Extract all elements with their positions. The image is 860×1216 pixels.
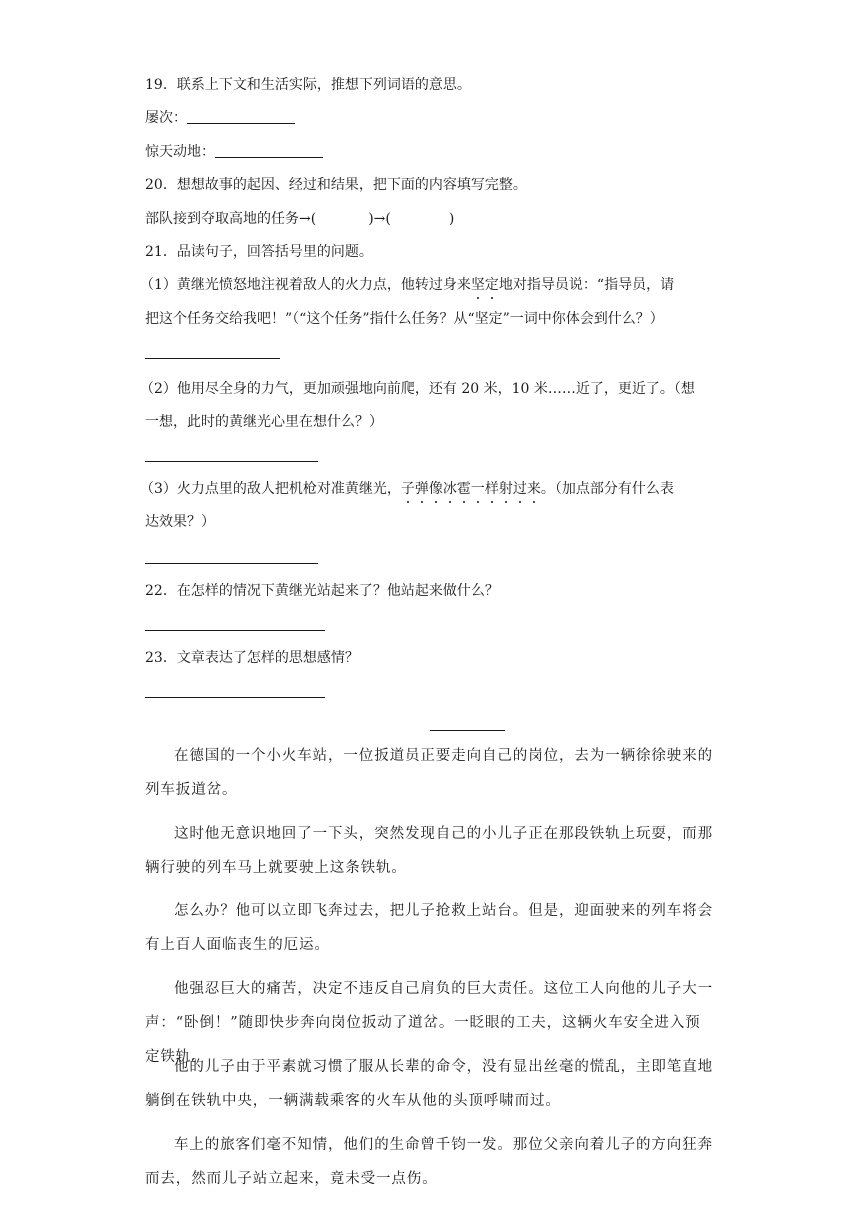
chain-end: ) <box>448 211 455 227</box>
passage-paragraph: 他强忍巨大的痛苦，决定不违反自己肩负的巨大责任。这位工人向他的儿子大一声：“卧倒！”随即快步奔向岗位扳动了道岔。一眨眼的工夫，这辆火车安全进入预定铁轨。 <box>145 981 713 1065</box>
emphasized-char: 雹 <box>456 481 471 497</box>
passage-paragraph: 怎么办？他可以立即飞奔过去，把儿子抢救上站台。但是，迎面驶来的列车将会有上百人面临丧生的厄运。 <box>145 903 713 953</box>
emphasized-char: 冰 <box>442 481 457 497</box>
q21-sentence-2-line-2: 一想，此时的黄继光心里在想什么？） <box>145 414 383 430</box>
sentence-text: 地对指导员说：“指导员，请 <box>498 277 675 293</box>
q23-prompt: 23．文章表达了怎样的思想感情？ <box>145 650 359 666</box>
emphasized-char: 来 <box>526 481 541 497</box>
answer-line[interactable] <box>145 358 280 359</box>
q20-chain <box>145 210 454 228</box>
answer-blank[interactable] <box>187 109 295 124</box>
q21-sentence-3-line-1 <box>140 480 674 498</box>
emphasized-char: 弹 <box>414 481 429 497</box>
q20-prompt: 20．想想故事的起因、经过和结果，把下面的内容填写完整。 <box>145 177 527 193</box>
emphasized-char: 像 <box>428 481 443 497</box>
answer-blank[interactable] <box>215 143 323 158</box>
emphasized-char: 一 <box>470 481 485 497</box>
passage-paragraph: 车上的旅客们毫不知情，他们的生命曾千钧一发。那位父亲向着儿子的方向狂奔而去，然而儿子站立起来，竟未受一点伤。 <box>145 1137 713 1187</box>
emphasized-char: 定 <box>484 277 499 293</box>
q19-term-1: 屡次： <box>145 110 187 126</box>
q21-sentence-3-line-2: 达效果？） <box>145 514 215 530</box>
sentence-text: 。（加点部分有什么表 <box>540 481 674 497</box>
q22-prompt: 22．在怎样的情况下黄继光站起来了？他站起来做什么？ <box>145 583 499 599</box>
q21-sentence-2-line-1: （2）他用尽全身的力气，更加顽强地向前爬，还有 20 米，10 米……近了，更近了。（想 <box>140 381 695 397</box>
answer-line[interactable] <box>145 563 318 564</box>
q19-item-2 <box>145 143 323 161</box>
chain-start: 部队接到夺取高地的任务→( <box>145 211 317 227</box>
passage-paragraph: 在德国的一个小火车站，一位扳道员正要走向自己的岗位，去为一辆徐徐驶来的列车扳道岔。 <box>145 748 713 798</box>
passage-paragraph: 这时他无意识地回了一下头，突然发现自己的小儿子正在那段铁轨上玩耍，而那辆行驶的列车马上就要驶上这条铁轨。 <box>145 826 713 876</box>
answer-line[interactable] <box>145 630 325 631</box>
passage-paragraph: 他的儿子由于平素就习惯了服从长辈的命令，没有显出丝毫的慌乱，主即笔直地躺倒在铁轨中央，一辆满载乘客的火车从他的头顶呼啸而过。 <box>145 1059 713 1109</box>
emphasized-char: 射 <box>498 481 513 497</box>
q19-item-1 <box>145 109 295 127</box>
sentence-text: （3）火力点里的敌人把机枪对准黄继光， <box>140 481 401 497</box>
passage-title-blank[interactable] <box>430 730 505 731</box>
answer-line[interactable] <box>145 461 318 462</box>
dotted-emphasis <box>401 481 541 497</box>
chain-mid: )→( <box>368 211 391 227</box>
emphasized-char: 样 <box>484 481 499 497</box>
emphasized-char: 过 <box>512 481 527 497</box>
dotted-emphasis <box>471 277 499 293</box>
sentence-text: （1）黄继光愤怒地注视着敌人的火力点，他转过身来 <box>140 277 471 293</box>
q21-sentence-1-line-2: 把这个任务交给我吧！”（“这个任务”指什么任务？从“坚定”一词中你体会到什么？） <box>145 311 664 327</box>
q19-term-2: 惊天动地： <box>145 144 215 160</box>
q21-sentence-1-line-1 <box>140 276 674 294</box>
emphasized-char: 坚 <box>470 277 485 293</box>
q21-prompt: 21．品读句子，回答括号里的问题。 <box>145 244 373 260</box>
answer-line[interactable] <box>145 697 325 698</box>
emphasized-char: 子 <box>400 481 415 497</box>
q19-prompt: 19．联系上下文和生活实际，推想下列词语的意思。 <box>145 77 471 93</box>
